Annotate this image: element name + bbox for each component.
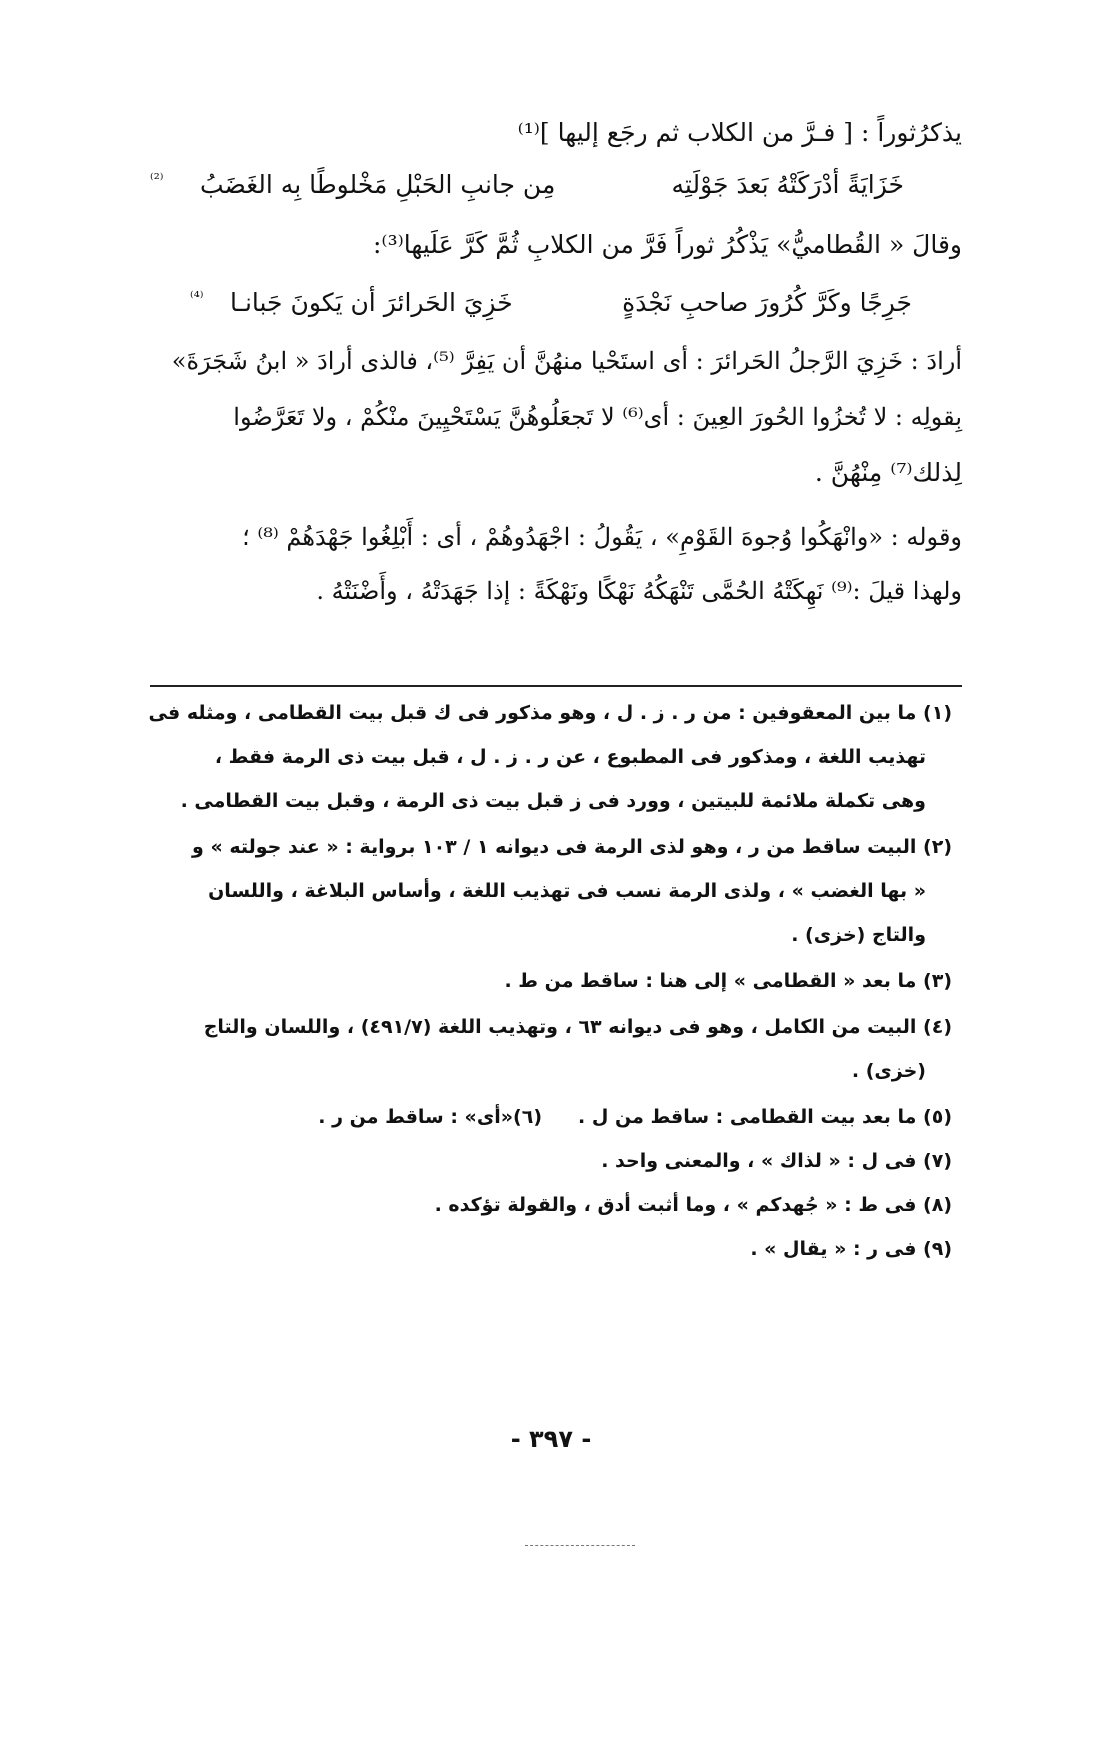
verse-1-hemistich-b: مِن جانبِ الحَبْلِ مَخْلوطًا بِه الغَضَبُ xyxy=(200,170,556,199)
footnote-line: (خزى) . xyxy=(851,1060,926,1082)
footnote-line: (٩) فى ر : « يقال » . xyxy=(750,1238,952,1260)
body-line: لِذلك⁽⁷⁾ مِنْهُنَّ . xyxy=(814,458,962,487)
verse-2-hemistich-a: جَرِجًا وكَرَّ كُرُورَ صاحبِ نَجْدَةٍ xyxy=(622,288,912,317)
footnote-line: « بها الغضب » ، ولذى الرمة نسب فى تهذيب اللغة ، وأساس البلاغة ، واللسان xyxy=(208,880,926,902)
footnote-line: (٥) ما بعد بيت القطامى : ساقط من ل . xyxy=(578,1106,952,1128)
footnote-ref: ⁽⁴⁾ xyxy=(190,288,204,306)
footnote-line: تهذيب اللغة ، ومذكور فى المطبوع ، عن ر . ز . ل ، قبل بيت ذى الرمة فقط ، xyxy=(214,746,926,768)
body-line: أرادَ : خَزِيَ الرَّجلُ الحَرائرَ : أى استَحْيا منهُنَّ أن يَفِرَّ ⁽⁵⁾، فالذى أرادَ « ابنُ شَجَرَةَ» xyxy=(171,347,962,375)
footnote-ref: ⁽²⁾ xyxy=(150,170,164,188)
footnote-line: (٨) فى ط : « جُهدكم » ، وما أثبت أدق ، والقولة تؤكده . xyxy=(434,1194,952,1216)
footnote-line: (١) ما بين المعقوفين : من ر . ز . ل ، وهو مذكور فى ك قبل بيت القطامى ، ومثله فى xyxy=(148,702,952,724)
footnote-line: (٣) ما بعد « القطامى » إلى هنا : ساقط من ط . xyxy=(504,970,952,992)
body-line: وقوله : «وانْهَكُوا وُجوهَ القَوْمِ» ، يَقُولُ : اجْهَدُوهُمْ ، أى : أَبْلِغُوا جَهْدَهُمْ ⁽⁸⁾ ؛ xyxy=(242,523,962,551)
body-line: بِقولِه : لا تُخزُوا الحُورَ العِينَ : أى⁽⁶⁾ لا تَجعَلُوهُنَّ يَسْتَحْيِينَ منْكُمْ ، ولا تَعَرَّضُوا xyxy=(233,403,962,431)
footnote-line: (٦)«أى» : ساقط من ر . xyxy=(318,1106,542,1128)
footnote-line: (٢) البيت ساقط من ر ، وهو لذى الرمة فى ديوانه ١ / ١٠٣ برواية : « عند جولته » و xyxy=(192,836,952,858)
scan-mark xyxy=(525,1545,635,1546)
footnote-divider xyxy=(150,685,962,687)
footnote-line: (٧) فى ل : « لذاك » ، والمعنى واحد . xyxy=(601,1150,952,1172)
footnote-line: (٤) البيت من الكامل ، وهو فى ديوانه ٦٣ ، وتهذيب اللغة (٤٩١/٧) ، واللسان والتاج xyxy=(203,1016,952,1038)
body-line: وقالَ « القُطاميُّ» يَذْكُرُ ثوراً فَرَّ من الكلابِ ثُمَّ كَرَّ عَلَيها⁽³⁾: xyxy=(372,230,962,259)
footnote-line: والتاج (خزى) . xyxy=(791,924,926,946)
body-line: ولهذا قيلَ :⁽⁹⁾ نَهِكَتْهُ الحُمَّى تَنْهَكُهُ نَهْكًا ونَهْكَةً : إذا جَهَدَتْهُ ، وأَضْنَتْهُ . xyxy=(316,577,962,605)
page-number: - ٣٩٧ - xyxy=(510,1425,592,1453)
verse-1-hemistich-a: خَزَايَةً أدْرَكَتْهُ بَعدَ جَوْلَتِه xyxy=(671,170,904,199)
footnote-line: وهى تكملة ملائمة للبيتين ، وورد فى ز قبل بيت ذى الرمة ، وقبل بيت القطامى . xyxy=(180,790,926,812)
body-line: يذكرُثوراً : [ فـرَّ من الكلاب ثم رجَع إليها ]⁽¹⁾ xyxy=(517,118,962,147)
verse-2-hemistich-b: خَزِيَ الحَرائرَ أن يَكونَ جَبانـا xyxy=(230,288,513,317)
